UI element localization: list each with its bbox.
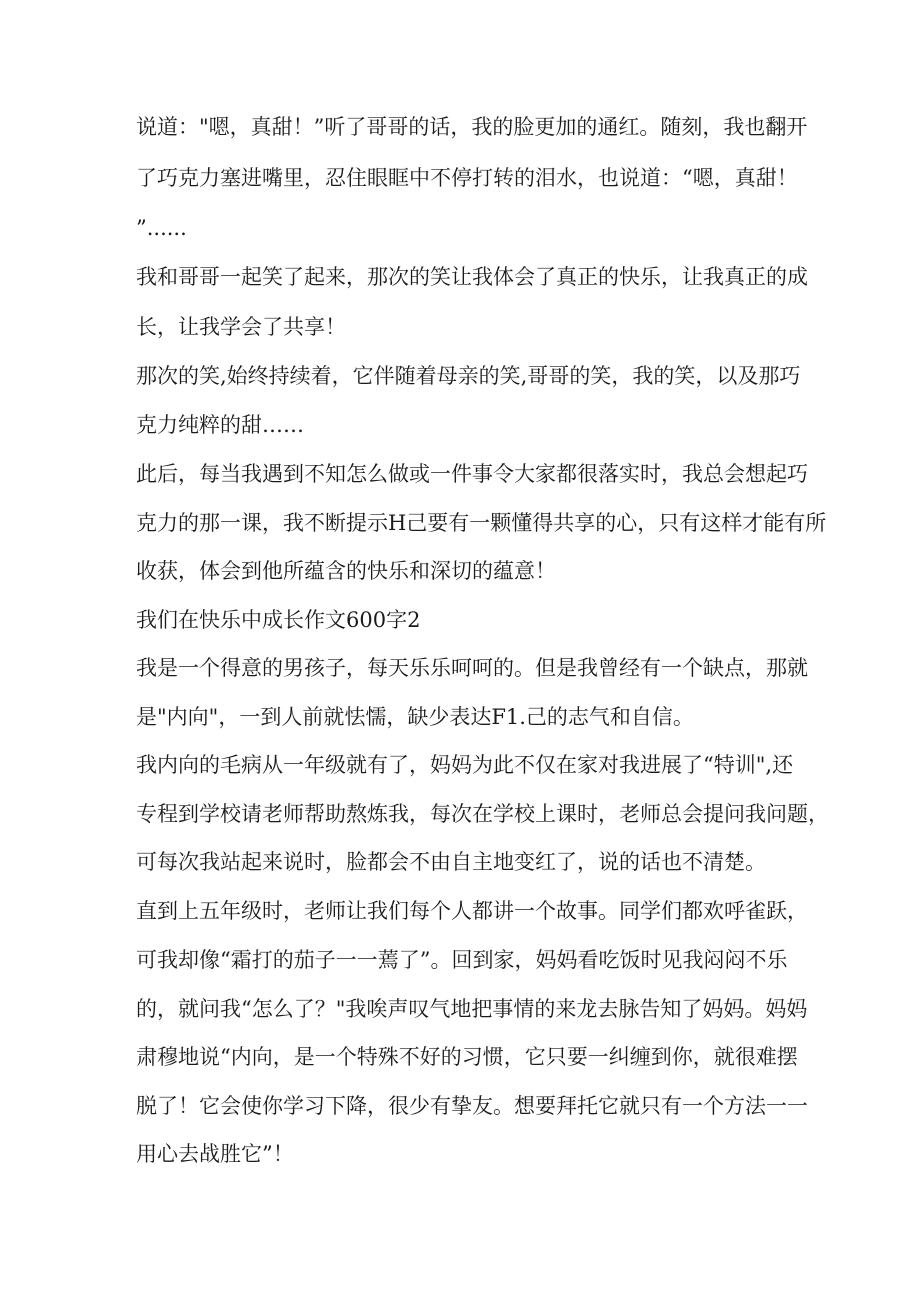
text-line: 了巧克力塞进嘴里，忍住眼眶中不停打转的泪水，也说道：“嗯，真甜！ [136,166,798,190]
text-line: 可我却像“霜打的茄子一一蔫了”。回到家，妈妈看吃饭时见我闷闷不乐 [136,948,788,972]
text-line: 此后，每当我遇到不知怎么做或一件事令大家都很落实时，我总会想起巧 [136,462,808,486]
text-line: ”...... [136,216,187,240]
text-line: 收获，体会到他所蕴含的快乐和深切的蕴意！ [136,559,556,583]
text-line: 我内向的毛病从一年级就有了，妈妈为此不仅在家对我进展了“特训",还 [136,753,794,777]
text-line: 克力的那一课，我不断提示H己要有一颗懂得共享的心，只有这样才能有所 [136,511,827,535]
text-line: 克力纯粹的甜…… [136,413,304,437]
text-line: 脱了！它会使你学习下降，很少有挚友。想要拜托它就只有一个方法一一 [136,1094,808,1118]
text-line: 说道："嗯，真甜！”听了哥哥的话，我的脸更加的通红。随刻，我也翻开 [136,115,808,139]
text-line: 我是一个得意的男孩子，每天乐乐呵呵的。但是我曾经有一个缺点，那就 [136,656,808,680]
text-line: 那次的笑,始终持续着，它伴随着母亲的笑,哥哥的笑，我的笑，以及那巧 [136,364,801,388]
text-line: 直到上五年级时，老师让我们每个人都讲一个故事。同学们都欢呼雀跃， [136,899,808,923]
section-heading: 我们在快乐中成长作文600字2 [136,608,421,632]
text-line: 是"内向"，一到人前就怯懦，缺少表达F1.己的志气和自信。 [136,705,694,729]
text-line: 的，就问我“怎么了？"我唉声叹气地把事情的来龙去脉告知了妈妈。妈妈 [136,997,808,1021]
text-line: 肃穆地说“内向，是一个特殊不好的习惯，它只要一纠缠到你，就很难摆 [136,1045,798,1069]
text-line: 用心去战胜它”！ [136,1142,294,1166]
text-line: 长，让我学会了共享！ [136,315,346,339]
text-line: 我和哥哥一起笑了起来，那次的笑让我体会了真正的快乐，让我真正的成 [136,265,808,289]
text-line: 专程到学校请老师帮助熬炼我，每次在学校上课时，老师总会提问我问题， [136,802,829,826]
text-line: 可每次我站起来说时，脸都会不由自主地变红了，说的话也不清楚。 [136,850,766,874]
